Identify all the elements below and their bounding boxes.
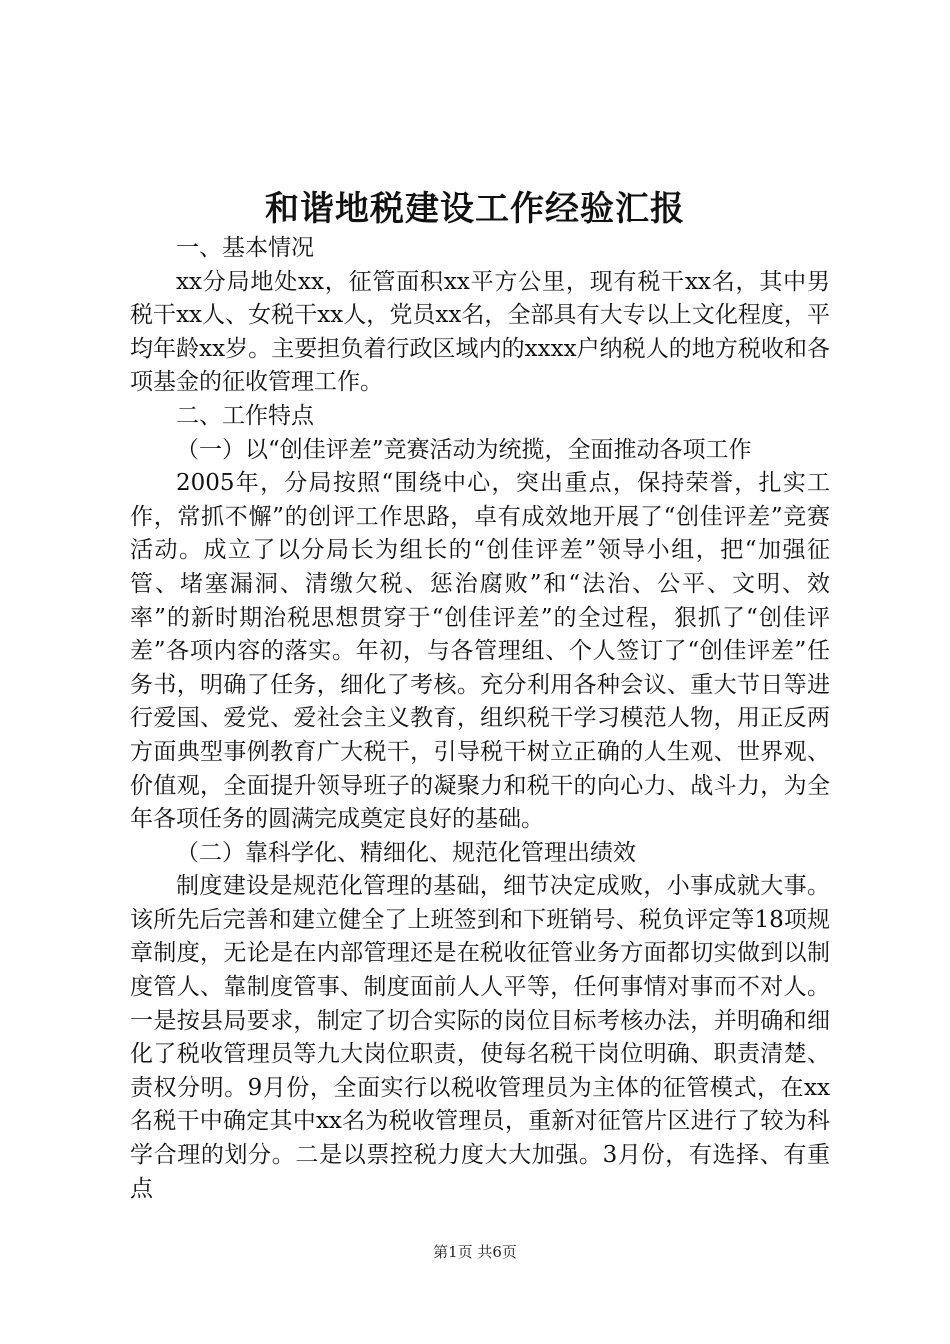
page-footer: 第1页 共6页 <box>433 1243 517 1261</box>
subheading-competition: （一）以“创佳评差”竞赛活动为统揽，全面推动各项工作 <box>176 436 752 463</box>
section-heading-basic-info: 一、基本情况 <box>176 235 314 261</box>
paragraph-basic-info: xx分局地处xx，征管面积xx平方公里，现有税干xx名，其中男税干xx人、女税干xx人，党员xx名，全部具有大专以上文化程度，平均年龄xx岁。主要担负着行政区域内的xxxx户纳税人的地方税收和各项基金的征收管理工作。 <box>130 268 830 396</box>
subheading-management: （二）靠科学化、精细化、规范化管理出绩效 <box>176 839 636 866</box>
document-body <box>130 232 830 1206</box>
section-heading-work-features: 二、工作特点 <box>176 402 314 429</box>
paragraph-management: 制度建设是规范化管理的基础，细节决定成败，小事成就大事。该所先后完善和建立健全了上班签到和下班销号、税负评定等18项规章制度，无论是在内部管理还是在税收征管业务方面都切实做到以制度管人、靠制度管事、制度面前人人平等，任何事情对事而不对人。一是按县局要求，制定了切合实际的岗位目标考核办法，并明确和细化了税收管理员等九大岗位职责，使每名税干岗位明确、职责清楚、责权分明。9月份，全面实行以税收管理员为主体的征管模式，在xx名税干中确定其中xx名为税收管理员，重新对征管片区进行了较为科学合理的划分。二是以票控税力度大大加强。3月份，有选择、有重点 <box>130 873 830 1202</box>
paragraph-competition: 2005年，分局按照“围绕中心，突出重点，保持荣誉，扎实工作，常抓不懈”的创评工作思路，卓有成效地开展了“创佳评差”竞赛活动。成立了以分局长为组长的“创佳评差”领导小组，把“加强征管、堵塞漏洞、清缴欠税、惩治腐败”和“法治、公平、文明、效率”的新时期治税思想贯穿于“创佳评差”的全过程，狠抓了“创佳评差”各项内容的落实。年初，与各管理组、个人签订了“创佳评差”任务书，明确了任务，细化了考核。充分利用各种会议、重大节日等进行爱国、爱党、爱社会主义教育，组织税干学习模范人物，用正反两方面典型事例教育广大税干，引导税干树立正确的人生观、世界观、价值观，全面提升领导班子的凝聚力和税干的向心力、战斗力，为全年各项任务的圆满完成奠定良好的基础。 <box>130 470 830 833</box>
document-title: 和谐地税建设工作经验汇报 <box>265 189 685 229</box>
